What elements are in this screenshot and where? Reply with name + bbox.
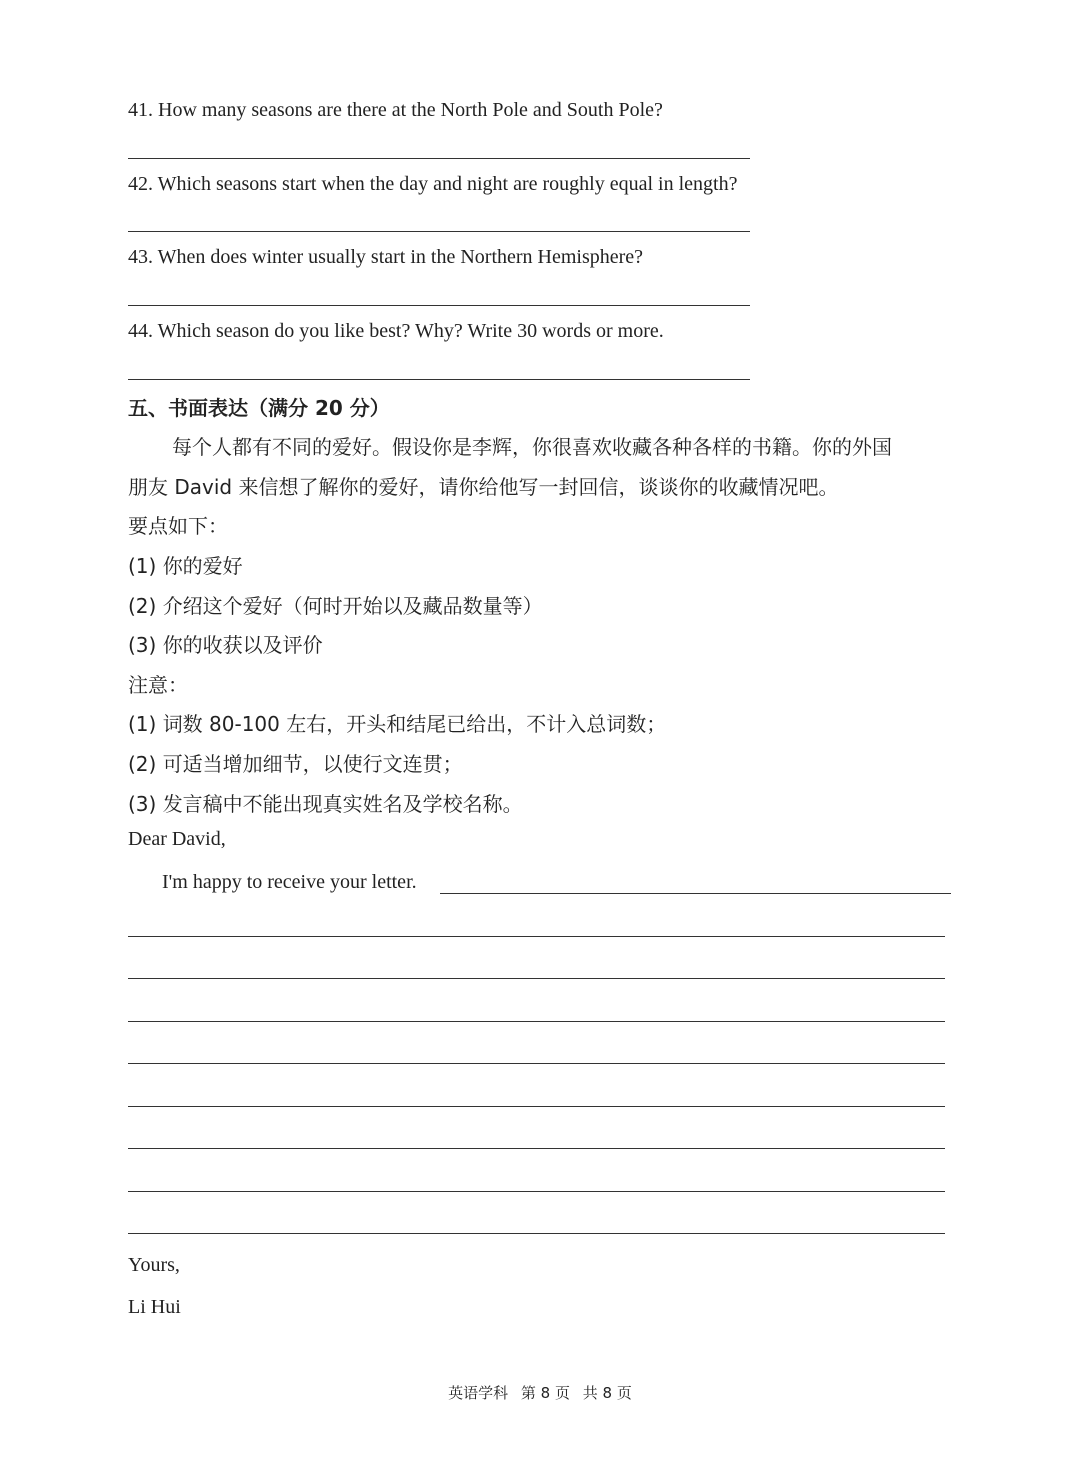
answer-line-41[interactable] <box>128 158 750 159</box>
notes-title: 注意： <box>128 673 188 697</box>
letter-closing: Yours, <box>128 1254 180 1276</box>
writing-line-first[interactable] <box>440 893 951 894</box>
footer-subject: 英语学科 <box>448 1384 509 1402</box>
writing-line[interactable] <box>128 978 945 979</box>
writing-line[interactable] <box>128 1021 945 1022</box>
answer-line-42[interactable] <box>128 231 750 232</box>
note-item: (3) 发言稿中不能出现真实姓名及学校名称。 <box>128 792 523 816</box>
footer-page: 第 8 页 <box>520 1384 570 1402</box>
point-item: (3) 你的收获以及评价 <box>128 633 323 657</box>
answer-line-44[interactable] <box>128 379 750 380</box>
letter-greeting: Dear David, <box>128 828 226 850</box>
section-title: 五、书面表达（满分 20 分） <box>128 396 390 420</box>
points-title: 要点如下： <box>128 514 228 538</box>
note-item: (1) 词数 80-100 左右，开头和结尾已给出，不计入总词数； <box>128 712 667 736</box>
intro-line-1: 每个人都有不同的爱好。假设你是李辉，你很喜欢收藏各种各样的书籍。你的外国 <box>172 435 892 459</box>
page-footer <box>0 1382 1080 1403</box>
writing-line[interactable] <box>128 936 945 937</box>
question-42: 42. Which seasons start when the day and night are roughly equal in length? <box>128 173 738 195</box>
question-43: 43. When does winter usually start in the Northern Hemisphere? <box>128 246 644 268</box>
writing-line[interactable] <box>128 1191 945 1192</box>
intro-line-2: 朋友 David 来信想了解你的爱好，请你给他写一封回信，谈谈你的收藏情况吧。 <box>128 475 839 499</box>
writing-line[interactable] <box>128 1106 945 1107</box>
writing-line[interactable] <box>128 1063 945 1064</box>
answer-line-43[interactable] <box>128 305 750 306</box>
writing-line[interactable] <box>128 1148 945 1149</box>
writing-line[interactable] <box>128 1233 945 1234</box>
note-item: (2) 可适当增加细节，以使行文连贯； <box>128 752 463 776</box>
letter-signature: Li Hui <box>128 1296 181 1318</box>
letter-opening: I'm happy to receive your letter. <box>162 871 417 893</box>
question-41: 41. How many seasons are there at the North Pole and South Pole? <box>128 99 663 121</box>
point-item: (2) 介绍这个爱好（何时开始以及藏品数量等） <box>128 594 543 618</box>
footer-total: 共 8 页 <box>582 1384 632 1402</box>
point-item: (1) 你的爱好 <box>128 554 243 578</box>
question-44: 44. Which season do you like best? Why? Write 30 words or more. <box>128 320 664 342</box>
